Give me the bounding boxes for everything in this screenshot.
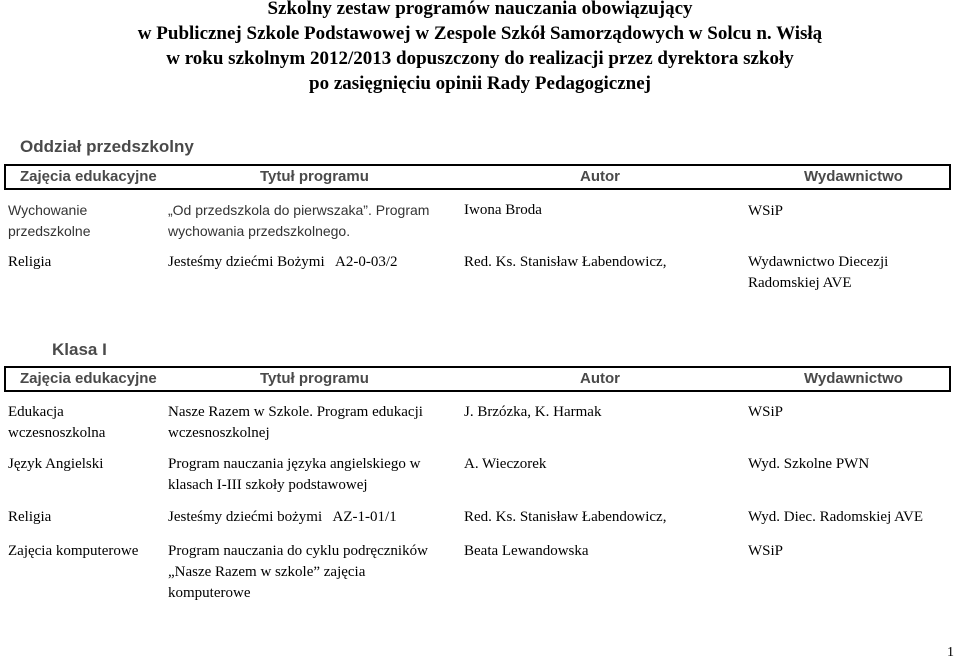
cell-autor: J. Brzózka, K. Harmak — [464, 404, 602, 420]
title-line-3: w roku szkolnym 2012/2013 dopuszczony do realizacji przez dyrektora szkoły — [166, 48, 794, 69]
cell-zajecia: Religia — [8, 254, 52, 270]
cell-autor: Beata Lewandowska — [464, 543, 589, 559]
cell-tytul: „Od przedszkola do pierwszaka”. Program wychowania przedszkolnego. — [168, 202, 430, 239]
cell-tytul: Jesteśmy dziećmi Bożymi A2-0-03/2 — [168, 254, 398, 270]
cell-wydawnictwo: WSiP — [748, 203, 784, 219]
header-wydawnictwo: Wydawnictwo — [804, 370, 903, 387]
cell-autor: Red. Ks. Stanisław Łabendowicz, — [464, 254, 667, 270]
cell-zajecia: Religia — [8, 509, 52, 525]
document-title — [0, 0, 960, 96]
cell-tytul: Nasze Razem w Szkole. Program edukacji wczesnoszkolnej — [168, 404, 423, 441]
cell-autor: Iwona Broda — [464, 202, 542, 218]
cell-wydawnictwo: Wydawnictwo Diecezji Radomskiej AVE — [748, 254, 889, 291]
cell-zajecia: Edukacja wczesnoszkolna — [8, 404, 106, 441]
title-line-2: w Publicznej Szkole Podstawowej w Zespole Szkół Samorządowych w Solcu n. Wisłą — [137, 23, 823, 44]
cell-zajecia: Język Angielski — [8, 456, 104, 472]
section-heading-klasa1: Klasa I — [52, 340, 107, 359]
header-tytul: Tytuł programu — [260, 370, 369, 387]
header-zajecia: Zajęcia edukacyjne — [20, 370, 157, 387]
table-header-klasa1 — [4, 366, 951, 392]
header-zajecia: Zajęcia edukacyjne — [20, 168, 157, 185]
cell-tytul: Program nauczania do cyklu podręczników „Nasze Razem w szkole” zajęcia komputerowe — [168, 543, 428, 601]
cell-wydawnictwo: WSiP — [748, 543, 784, 559]
cell-wydawnictwo: Wyd. Diec. Radomskiej AVE — [748, 509, 924, 525]
cell-wydawnictwo: WSiP — [748, 404, 784, 420]
cell-zajecia: Wychowanie przedszkolne — [8, 202, 91, 239]
title-line-4: po zasięgnięciu opinii Rady Pedagogicznej — [309, 73, 651, 94]
section-heading-preschool: Oddział przedszkolny — [20, 137, 194, 156]
header-autor: Autor — [580, 168, 620, 185]
cell-autor: Red. Ks. Stanisław Łabendowicz, — [464, 509, 667, 525]
cell-zajecia: Zajęcia komputerowe — [8, 543, 139, 559]
cell-wydawnictwo: Wyd. Szkolne PWN — [748, 456, 870, 472]
header-autor: Autor — [580, 370, 620, 387]
title-line-1: Szkolny zestaw programów nauczania obowiązujący — [267, 0, 693, 19]
page-number: 1 — [947, 645, 954, 660]
header-wydawnictwo: Wydawnictwo — [804, 168, 903, 185]
header-tytul: Tytuł programu — [260, 168, 369, 185]
cell-autor: A. Wieczorek — [464, 456, 547, 472]
cell-tytul: Program nauczania języka angielskiego w klasach I-III szkoły podstawowej — [168, 456, 421, 493]
cell-tytul: Jesteśmy dziećmi bożymi AZ-1-01/1 — [168, 509, 397, 525]
table-header-preschool — [4, 164, 951, 190]
